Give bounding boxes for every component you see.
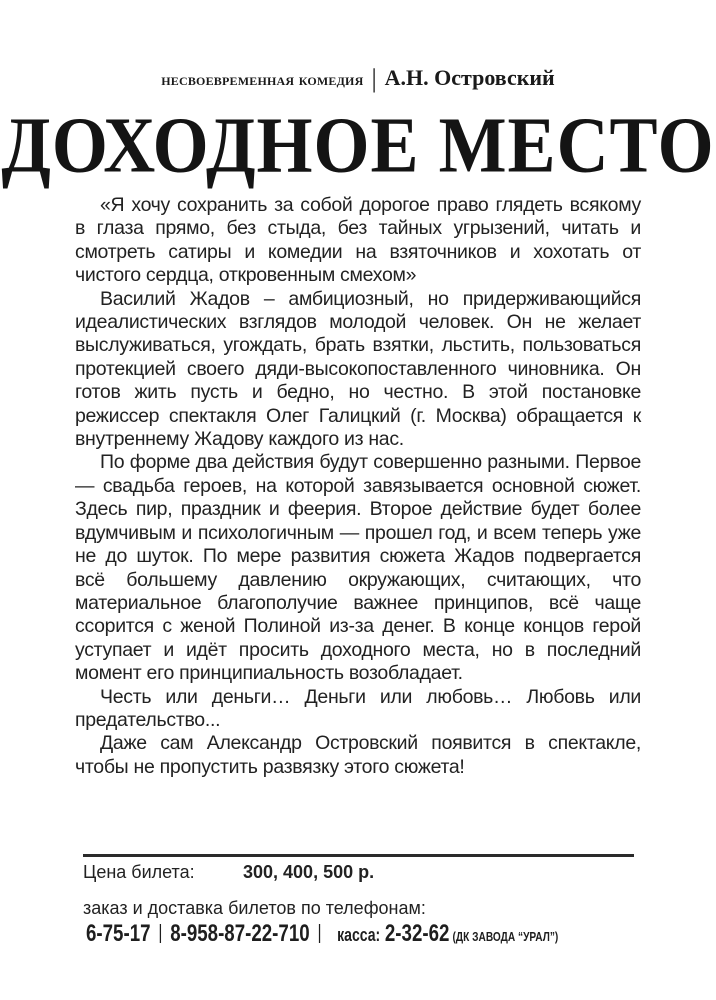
description-paragraph: Василий Жадов – амбициозный, но придерживающийся идеалистических взглядов молодой человек. Он не желает выслуживаться, угождать, брать взятки, льстить, пользоваться протекцией своего дяди-высокопоставленного чиновника. Он готов жить пусть и бедно, но честно. В этой постановке режиссер спектакля Олег Галицкий (г. Москва) обращается к внутреннему Жадову каждого из нас. bbox=[75, 287, 641, 451]
order-label: заказ и доставка билетов по телефонам: bbox=[83, 898, 426, 918]
genre-label: несвоевременная комедия bbox=[161, 70, 364, 89]
phones-row bbox=[86, 920, 558, 948]
ticket-price-row bbox=[83, 860, 374, 884]
phone-separator: | bbox=[317, 922, 322, 944]
price-label: Цена билета: bbox=[83, 862, 195, 882]
description bbox=[75, 194, 641, 779]
phone-number: 8-958-87-22-710 bbox=[170, 920, 310, 947]
phone-separator: | bbox=[158, 922, 163, 944]
quote-paragraph: «Я хочу сохранить за собой дорогое право глядеть всякому в глаза прямо, без стыда, без тайных угрызений, читать и смотреть сатиры и комедии на взяточников и хохотать от чистого сердца, откровенным смехом» bbox=[75, 194, 641, 287]
description-paragraph: Честь или деньги… Деньги или любовь… Любовь или предательство... bbox=[75, 685, 641, 731]
box-office-label: касса: bbox=[337, 925, 381, 945]
box-office-phone: 2-32-62 bbox=[384, 920, 450, 947]
box-office-note: (ДК ЗАВОДА “УРАЛ”) bbox=[452, 929, 559, 944]
header-separator: | bbox=[371, 64, 377, 93]
divider bbox=[83, 854, 634, 857]
phone-number: 6-75-17 bbox=[86, 920, 151, 947]
play-title: ДОХОДНОЕ МЕСТО bbox=[1, 101, 715, 190]
price-value: 300, 400, 500 р. bbox=[243, 862, 375, 882]
description-paragraph: По форме два действия будут совершенно разными. Первое — свадьба героев, на которой завязывается основной сюжет. Здесь пир, праздник и феерия. Второе действие будет более вдумчивым и психологичным — прошел год, и всем теперь уже не до шуток. По мере развития сюжета Жадов подвергается всё большему давлению окружающих, считающих, что материальное благополучие важнее принципов, всё чаще ссорится с женой Полиной из-за денег. В конце концов герой уступает и идёт просить доходного места, но в последний момент его принципиальность возобладает. bbox=[75, 451, 641, 685]
description-paragraph: Даже сам Александр Островский появится в спектакле, чтобы не пропустить развязку этого сюжета! bbox=[75, 732, 641, 778]
author-name: А.Н. Островский bbox=[384, 65, 555, 90]
poster-header bbox=[0, 62, 716, 92]
